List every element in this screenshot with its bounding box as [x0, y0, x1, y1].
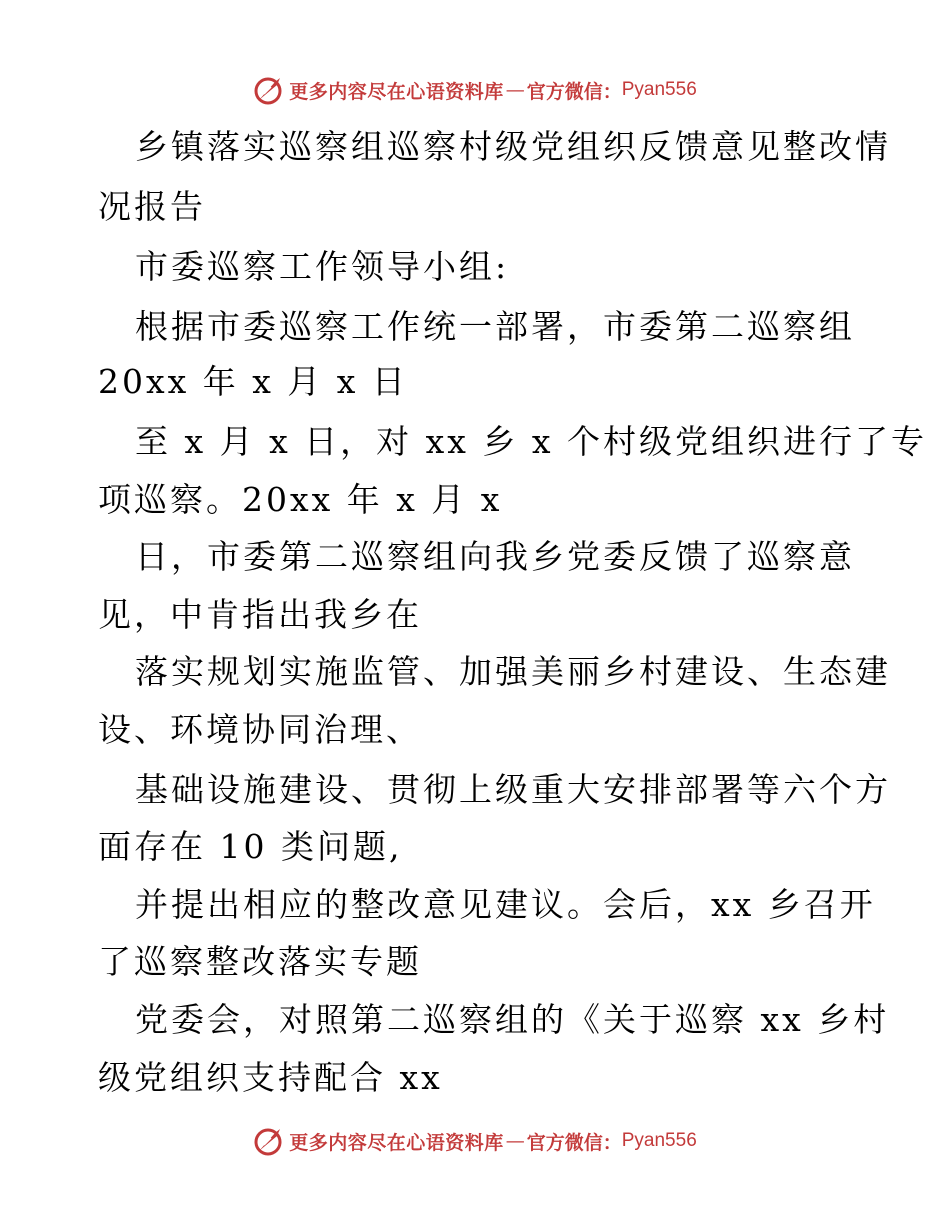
- text-line: 20xx 年 x 月 x 日: [98, 362, 408, 401]
- text-line: 根据市委巡察工作统一部署，市委第二巡察组: [135, 307, 855, 346]
- banner-text: 更多内容尽在心语资料库: [289, 1131, 504, 1154]
- header-banner: [0, 70, 950, 110]
- text-line: 至 x 月 x 日，对 xx 乡 x 个村级党组织进行了专: [135, 422, 927, 461]
- title-line-2: 况报告: [98, 187, 206, 226]
- text-line: 见，中肯指出我乡在: [98, 595, 422, 634]
- wechat-label: 官方微信：: [526, 80, 622, 103]
- banner-separator: —: [505, 79, 525, 101]
- text-line: 落实规划实施监管、加强美丽乡村建设、生态建: [135, 652, 891, 691]
- text-line: 基础设施建设、贯彻上级重大安排部署等六个方: [135, 770, 891, 809]
- salutation: 市委巡察工作领导小组:: [135, 247, 510, 286]
- banner-text: 更多内容尽在心语资料库: [289, 80, 504, 103]
- text-line: 设、环境协同治理、: [98, 710, 422, 749]
- wechat-label: 官方微信：: [526, 1131, 622, 1154]
- title-line-1: 乡镇落实巡察组巡察村级党组织反馈意见整改情: [135, 127, 891, 166]
- text-line: 日，市委第二巡察组向我乡党委反馈了巡察意: [135, 537, 855, 576]
- wechat-id: Pyan556: [621, 79, 697, 100]
- footer-banner: [0, 1121, 950, 1161]
- quill-logo-icon: [253, 74, 285, 106]
- wechat-id: Pyan556: [621, 1130, 697, 1151]
- text-line: 了巡察整改落实专题: [98, 942, 422, 981]
- text-line: 项巡察。20xx 年 x 月 x: [98, 480, 503, 519]
- text-line: 并提出相应的整改意见建议。会后，xx 乡召开: [135, 885, 876, 924]
- banner-separator: —: [505, 1130, 525, 1152]
- text-line: 级党组织支持配合 xx: [98, 1058, 443, 1097]
- text-line: 党委会，对照第二巡察组的《关于巡察 xx 乡村: [135, 1000, 890, 1039]
- text-line: 面存在 10 类问题,: [98, 827, 403, 866]
- quill-logo-icon: [253, 1125, 285, 1157]
